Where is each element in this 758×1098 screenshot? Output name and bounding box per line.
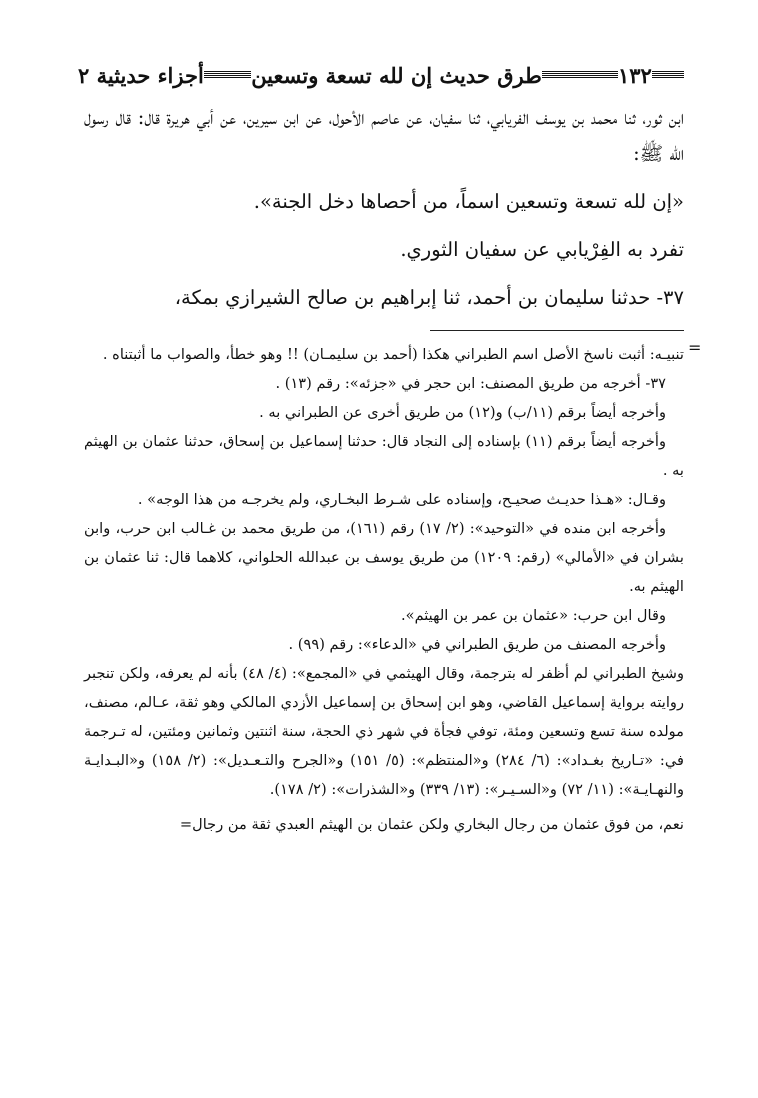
footnote-paragraph: وأخرجه ابن منده في «التوحيد»: (٢/ ١٧) رقم (١٦١)، من طريق محمد بن غـالب ابن حرب، وابن بشران في «الأمالي» (رقم: ١٢٠٩) من طريق يوسف بن عبدالله الحلواني، كلاهما قال: ثنا عثمان بن الهيثم به. [84, 520, 684, 595]
footnote-paragraph: وشيخ الطبراني لم أظفر له بترجمة، وقال الهيثمي في «المجمع»: (٤/ ٤٨) بأنه لم يعرفه، ولكن تنجبر روايته برواية إسماعيل القاضي، وهو ابن إسحاق بن إسماعيل الأزدي المالكي وهو ثقة، عـالم، مصنف، مولده سنة تسع وتسعين ومئة، توفي فجأة في شهر ذي الحجة، سنة اثنتين وثمانين ومئتين، له تـرجمة في: «تـاريخ بغـداد»: (٦/ ٢٨٤) و«المنتظم»: (٥/ ١٥١) و«الجرح والتـعـديل»: (٢/ ١٥٨) و«البـدايـة والنهـايـة»: (١١/ ٧٢) و«السـيـر»: (١٣/ ٣٣٩) و«الشذرات»: (٢/ ١٧٨). [84, 665, 685, 798]
main-paragraph: ابن ثور، ثنا محمد بن يوسف الفريابي، ثنا سفيان، عن عاصم الأحول، عن ابن سيرين، عن أبي هريرة قال: قال رسول الله ﷺ: [84, 106, 684, 165]
hadith-text: «إن لله تسعة وتسعين اسماً، من أحصاها دخل الجنة». [253, 190, 684, 213]
footnotes [84, 340, 684, 839]
page-number: ١٣٢ [618, 62, 652, 88]
header-ornament [204, 71, 251, 79]
footnote-paragraph: وأخرجه أيضاً برقم (١١) بإسناده إلى النجاد قال: حدثنا إسماعيل بن إسحاق، حدثنا عثمان بن الهيثم به . [84, 433, 684, 479]
footnote-paragraph: وأخرجه أيضاً برقم (١١/ب) و(١٢) من طريق أخرى عن الطبراني به . [259, 404, 666, 421]
continuation-marker: = [688, 338, 702, 357]
footnote-paragraph: وقـال: «هـذا حديـث صحيـح، وإسناده على شـرط البخـاري، ولم يخرجـه من هذا الوجه» . [137, 491, 666, 508]
main-text [84, 100, 684, 316]
book-title: أجزاء حديثية ٢ [78, 62, 204, 88]
page-header [78, 58, 684, 92]
footnote-paragraph: ٣٧- أخرجه من طريق المصنف: ابن حجر في «جزئه»: رقم (١٣) . [275, 375, 666, 392]
footnote-paragraph: تنبيـه: أثبت ناسخ الأصل اسم الطبراني هكذا (أحمد بن سليمـان) !! وهو خطأ، والصواب ما أثبتناه . [102, 346, 684, 363]
footnote-paragraph: وقال ابن حرب: «عثمان بن عمر بن الهيثم». [401, 607, 666, 624]
header-ornament [652, 71, 684, 79]
header-ornament [542, 71, 618, 79]
footnote-paragraph: وأخرجه المصنف من طريق الطبراني في «الدعاء»: رقم (٩٩) . [288, 636, 666, 653]
running-title: طرق حديث إن لله تسعة وتسعين [251, 62, 542, 88]
main-paragraph: تفرد به الفِرْيابي عن سفيان الثوري. [400, 238, 684, 261]
footnote-paragraph: نعم، من فوق عثمان من رجال البخاري ولكن عثمان بن الهيثم العبدي ثقة من رجال= [179, 816, 684, 833]
main-paragraph: ٣٧- حدثنا سليمان بن أحمد، ثنا إبراهيم بن صالح الشيرازي بمكة، [174, 286, 684, 309]
footnote-divider [430, 330, 684, 331]
